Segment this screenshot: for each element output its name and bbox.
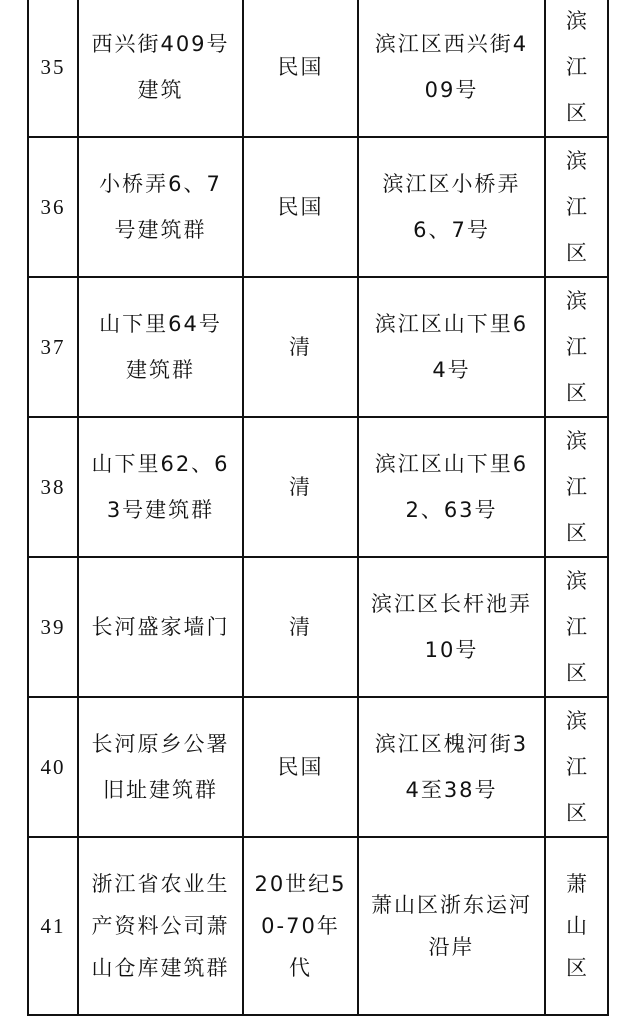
row-number: 41 bbox=[28, 837, 78, 1015]
site-name: 山下里64号建筑群 bbox=[99, 312, 222, 382]
district: 滨江区 bbox=[566, 429, 587, 545]
address: 滨江区山下里62、63号 bbox=[374, 452, 529, 522]
row-number: 37 bbox=[28, 277, 78, 417]
era-cell bbox=[243, 697, 358, 837]
row-number: 38 bbox=[28, 417, 78, 557]
district: 滨江区 bbox=[566, 9, 587, 125]
era-cell bbox=[243, 837, 358, 1015]
row-number: 36 bbox=[28, 137, 78, 277]
row-number: 39 bbox=[28, 557, 78, 697]
district: 滨江区 bbox=[566, 289, 587, 405]
address-cell bbox=[358, 557, 545, 697]
district-cell bbox=[545, 697, 608, 837]
site-name-cell bbox=[78, 137, 243, 277]
district-cell bbox=[545, 417, 608, 557]
district-cell bbox=[545, 837, 608, 1015]
table-row bbox=[28, 137, 608, 277]
era: 清 bbox=[289, 615, 312, 639]
district-cell bbox=[545, 137, 608, 277]
district: 滨江区 bbox=[566, 569, 587, 685]
era: 清 bbox=[289, 475, 312, 499]
era-cell bbox=[243, 277, 358, 417]
era: 民国 bbox=[277, 195, 324, 219]
era-cell bbox=[243, 417, 358, 557]
address: 滨江区小桥弄6、7号 bbox=[382, 172, 521, 242]
address-cell bbox=[358, 417, 545, 557]
address-cell bbox=[358, 837, 545, 1015]
era: 清 bbox=[289, 335, 312, 359]
district-cell bbox=[545, 277, 608, 417]
row-number: 40 bbox=[28, 697, 78, 837]
era-cell bbox=[243, 137, 358, 277]
address: 滨江区山下里64号 bbox=[374, 312, 529, 382]
district: 滨江区 bbox=[566, 709, 587, 825]
address-cell bbox=[358, 137, 545, 277]
table-row bbox=[28, 697, 608, 837]
site-name-cell bbox=[78, 697, 243, 837]
era-cell bbox=[243, 0, 358, 137]
site-name-cell bbox=[78, 417, 243, 557]
site-name-cell bbox=[78, 557, 243, 697]
address: 滨江区西兴街409号 bbox=[374, 32, 529, 102]
site-name: 浙江省农业生产资料公司萧山仓库建筑群 bbox=[91, 872, 230, 980]
era: 民国 bbox=[277, 755, 324, 779]
address: 滨江区长杆池弄10号 bbox=[371, 592, 532, 662]
table-row bbox=[28, 277, 608, 417]
site-name-cell bbox=[78, 837, 243, 1015]
address: 滨江区槐河街34至38号 bbox=[374, 732, 529, 802]
row-number: 35 bbox=[28, 0, 78, 137]
table-row bbox=[28, 557, 608, 697]
table-row bbox=[28, 0, 608, 137]
address-cell bbox=[358, 277, 545, 417]
district-cell bbox=[545, 557, 608, 697]
era: 民国 bbox=[277, 55, 324, 79]
site-name: 长河盛家墙门 bbox=[91, 615, 230, 639]
site-name: 小桥弄6、7号建筑群 bbox=[99, 172, 222, 242]
address: 萧山区浙东运河沿岸 bbox=[371, 893, 532, 959]
site-name: 山下里62、63号建筑群 bbox=[91, 452, 230, 522]
site-name-cell bbox=[78, 277, 243, 417]
heritage-table bbox=[27, 0, 609, 1016]
table-row bbox=[28, 837, 608, 1015]
era-cell bbox=[243, 557, 358, 697]
site-name-cell bbox=[78, 0, 243, 137]
district: 萧山区 bbox=[566, 872, 587, 980]
site-name: 长河原乡公署旧址建筑群 bbox=[91, 732, 230, 802]
district: 滨江区 bbox=[566, 149, 587, 265]
era: 20世纪50-70年代 bbox=[254, 872, 347, 980]
address-cell bbox=[358, 697, 545, 837]
site-name: 西兴街409号建筑 bbox=[91, 32, 230, 102]
address-cell bbox=[358, 0, 545, 137]
table-row bbox=[28, 417, 608, 557]
district-cell bbox=[545, 0, 608, 137]
